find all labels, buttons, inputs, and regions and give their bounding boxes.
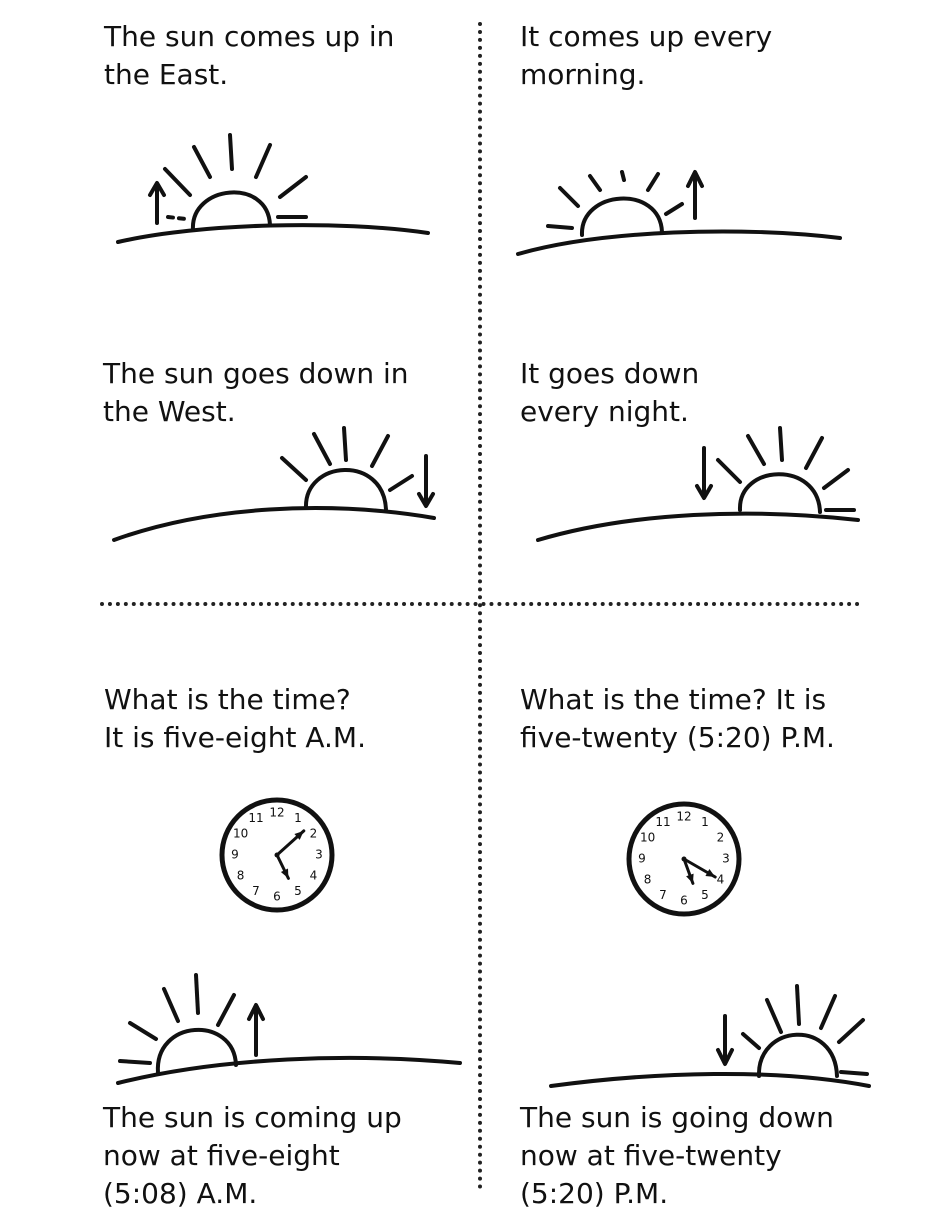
pm-clock-number: 1: [701, 815, 709, 830]
pm-clock-number: 8: [643, 872, 652, 887]
pm-clock-number: 2: [716, 830, 725, 845]
clock-pm-icon: [625, 800, 743, 918]
pm-clock-number: 9: [638, 851, 646, 866]
pm-clock-number: 10: [639, 830, 656, 845]
am-clock-number: 1: [294, 811, 302, 826]
horizontal-dotted-divider: [100, 602, 860, 606]
am-clock-number: 8: [236, 868, 245, 883]
west-text-line-2: the West.: [103, 395, 236, 428]
morning-text-line-1: It comes up every: [520, 20, 773, 53]
pm-clock-number: 11: [655, 815, 671, 830]
am-clock-number: 9: [231, 847, 239, 862]
pm-time-text-line-1: What is the time? It is: [520, 683, 827, 716]
am-clock-center: [275, 853, 280, 858]
west-text-line-1: The sun goes down in: [103, 357, 409, 390]
sunset-pm-illustration: [545, 978, 880, 1093]
pm-clock-number: 3: [722, 851, 730, 866]
night-text-line-2: every night.: [520, 395, 689, 428]
pm-caption-line-2: now at five-twenty: [520, 1139, 782, 1172]
vertical-dotted-divider: [478, 22, 482, 1190]
pm-clock-number: 12: [676, 809, 692, 824]
night-text-line-1: It goes down: [520, 357, 700, 390]
sunset-west-illustration: [108, 420, 443, 550]
am-clock-number: 2: [309, 826, 318, 841]
am-clock-number: 5: [294, 883, 302, 898]
pm-clock-center: [682, 857, 687, 862]
morning-text: [520, 18, 772, 94]
pm-clock-number: 7: [659, 887, 667, 902]
am-caption-line-2: now at five-eight: [103, 1139, 340, 1172]
sunrise-am-illustration: [112, 965, 467, 1090]
pm-caption-line-3: (5:20) P.M.: [520, 1177, 669, 1210]
pm-caption-line-1: The sun is going down: [520, 1101, 834, 1134]
am-caption-text: [103, 1099, 402, 1213]
east-text-line-2: the East.: [104, 58, 229, 91]
morning-text-line-2: morning.: [520, 58, 646, 91]
pm-time-text: [520, 681, 835, 757]
am-caption-line-1: The sun is coming up: [103, 1101, 402, 1134]
sunrise-east-illustration: [110, 125, 440, 255]
pm-clock-number: 6: [680, 893, 688, 908]
pm-time-text-line-2: five-twenty (5:20) P.M.: [520, 721, 835, 754]
pm-caption-text: [520, 1099, 834, 1213]
clock-am-icon: [218, 796, 336, 914]
am-clock-number: 7: [252, 883, 260, 898]
east-text: [104, 18, 394, 94]
pm-clock-number: 5: [701, 887, 709, 902]
east-text-line-1: The sun comes up in: [104, 20, 395, 53]
sunrise-morning-illustration: [512, 160, 847, 260]
am-clock-number: 10: [232, 826, 249, 841]
pm-clock-number: 4: [716, 872, 725, 887]
am-caption-line-3: (5:08) A.M.: [103, 1177, 258, 1210]
am-clock-number: 11: [248, 811, 264, 826]
am-clock-number: 3: [315, 847, 323, 862]
am-clock-number: 12: [269, 805, 285, 820]
am-time-text-line-1: What is the time?: [104, 683, 351, 716]
am-time-text-line-2: It is five-eight A.M.: [104, 721, 366, 754]
sunset-night-illustration: [532, 420, 867, 550]
am-clock-number: 4: [309, 868, 318, 883]
am-clock-number: 6: [273, 889, 281, 904]
am-time-text: [104, 681, 366, 757]
